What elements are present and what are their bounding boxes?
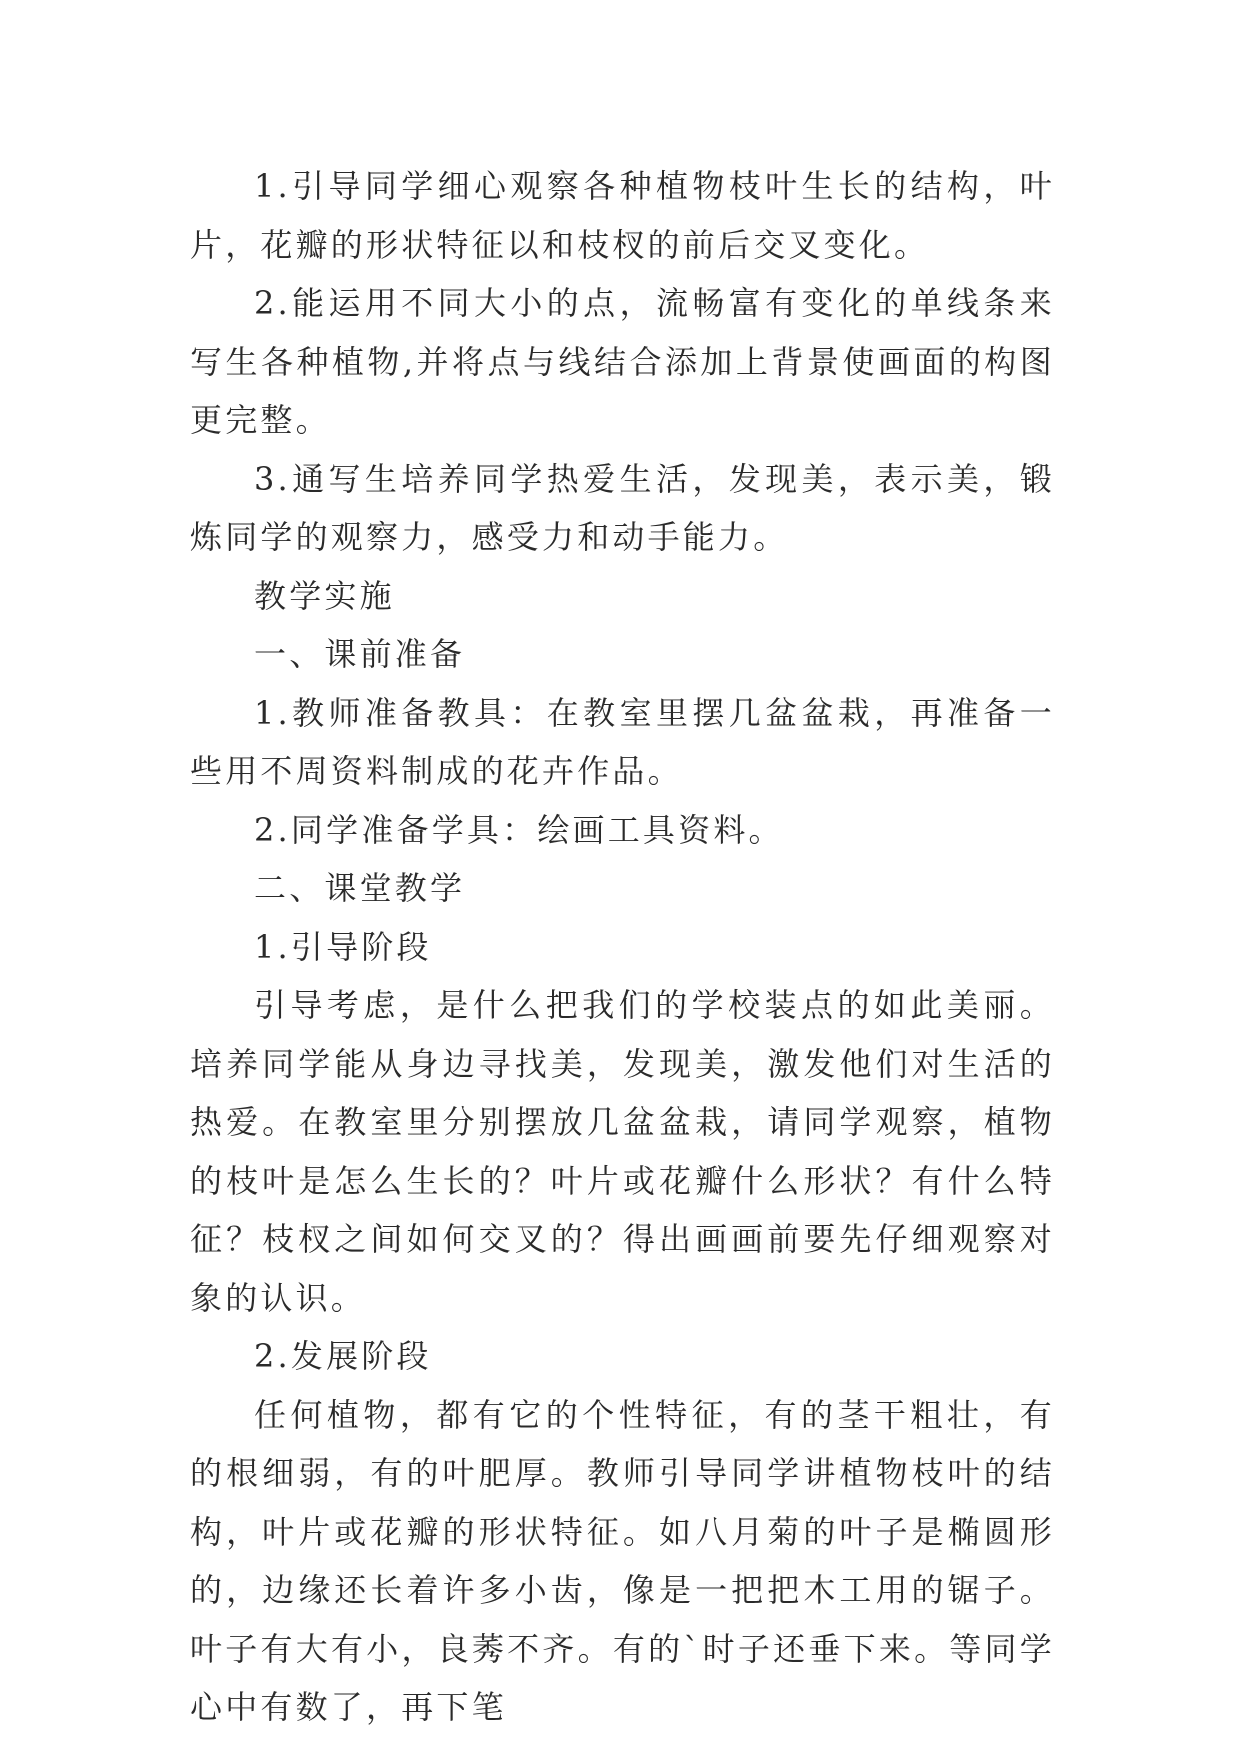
guidance-stage-body: 引导考虑，是什么把我们的学校装点的如此美丽。培养同学能从身边寻找美，发现美，激发他们对生活的热爱。在教室里分别摆放几盆盆栽，请同学观察，植物的枝叶是怎么生长的？叶片或花瓣什么形状？有什么特征？枝杈之间如何交叉的？得出画画前要先仔细观察对象的认识。 [190,986,1055,1317]
section-heading-classroom-teaching: 二、课堂教学 [254,869,466,907]
preparation-item-1: 1.教师准备教具：在教室里摆几盆盆栽，再准备一些用不周资料制成的花卉作品。 [190,693,1055,790]
subheading-guidance-stage: 1.引导阶段 [254,927,432,966]
section-heading-preparation: 一、课前准备 [254,635,466,673]
preparation-item-2: 2.同学准备学具：绘画工具资料。 [254,810,784,849]
objective-1: 1.引导同学细心观察各种植物枝叶生长的结构，叶片，花瓣的形状特征以和枝杈的前后交叉变化。 [190,167,1055,264]
objective-3: 3.通写生培养同学热爱生活，发现美，表示美，锻炼同学的观察力，感受力和动手能力。 [190,459,1055,556]
development-stage-body: 任何植物，都有它的个性特征，有的茎干粗壮，有的根细弱，有的叶肥厚。教师引导同学讲植物枝叶的结构，叶片或花瓣的形状特征。如八月菊的叶子是椭圆形的，边缘还长着许多小齿，像是一把把木工用的锯子。叶子有大有小，良莠不齐。有的`时子还垂下来。等同学心中有数了，再下笔 [190,1395,1055,1726]
document-page [190,157,1055,1737]
subheading-development-stage: 2.发展阶段 [254,1337,432,1375]
objective-2: 2.能运用不同大小的点，流畅富有变化的单线条来写生各种植物,并将点与线结合添加上背景使画面的构图更完整。 [190,284,1055,439]
section-heading-teaching-implementation: 教学实施 [254,576,395,615]
